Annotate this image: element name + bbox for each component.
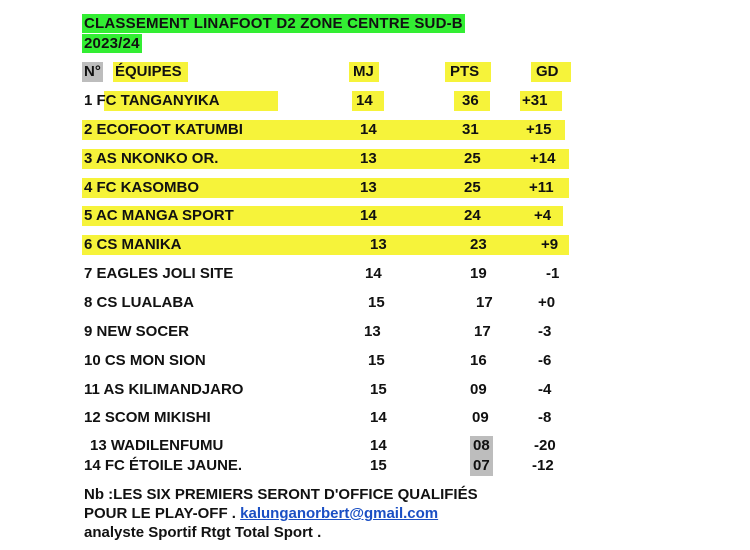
pts-cell: 16 bbox=[470, 352, 487, 369]
mj-cell: 13 bbox=[360, 179, 377, 196]
table-row bbox=[0, 206, 750, 226]
team-cell: 3 AS NKONKO OR. bbox=[84, 150, 219, 167]
header-points: PTS bbox=[445, 62, 491, 82]
mj-cell: 14 bbox=[360, 207, 377, 224]
mj-cell: 15 bbox=[368, 294, 385, 311]
mj-cell: 14 bbox=[365, 265, 382, 282]
mj-cell: 15 bbox=[368, 352, 385, 369]
pts-cell: 31 bbox=[462, 121, 479, 138]
mj-cell: 14 bbox=[370, 437, 387, 454]
table-row bbox=[0, 293, 750, 313]
pts-cell: 36 bbox=[462, 92, 479, 109]
mj-cell: 14 bbox=[370, 409, 387, 426]
gd-cell: -3 bbox=[538, 323, 552, 340]
table-row bbox=[0, 91, 750, 111]
team-cell: 9 NEW SOCER bbox=[84, 323, 190, 340]
gd-cell: -8 bbox=[538, 409, 552, 426]
header-goal-difference: GD bbox=[531, 62, 571, 82]
gd-cell: +11 bbox=[529, 179, 554, 196]
pts-cell: 17 bbox=[474, 323, 491, 340]
mj-cell: 13 bbox=[360, 150, 377, 167]
pts-cell: 25 bbox=[464, 179, 481, 196]
mj-cell: 15 bbox=[370, 381, 387, 398]
note-line-2-text: POUR LE PLAY-OFF . bbox=[84, 505, 241, 522]
team-cell: 1 FC TANGANYIKA bbox=[84, 92, 220, 109]
table-row bbox=[0, 408, 750, 428]
pts-cell: 08 bbox=[470, 436, 493, 456]
mj-cell: 15 bbox=[370, 457, 387, 474]
table-row bbox=[0, 120, 750, 140]
team-cell: 5 AC MANGA SPORT bbox=[84, 207, 234, 224]
header-matches-played: MJ bbox=[349, 62, 379, 82]
note-line-1: Nb :LES SIX PREMIERS SERONT D'OFFICE QUALIFIÉS bbox=[84, 486, 478, 503]
gd-cell: +0 bbox=[538, 294, 556, 311]
team-cell: 2 ECOFOOT KATUMBI bbox=[84, 121, 243, 138]
title-line-1: CLASSEMENT LINAFOOT D2 ZONE CENTRE SUD-B bbox=[84, 15, 463, 32]
mj-cell: 13 bbox=[364, 323, 381, 340]
team-cell: 7 EAGLES JOLI SITE bbox=[84, 265, 234, 282]
table-row bbox=[0, 456, 750, 476]
table-row bbox=[0, 380, 750, 400]
team-cell: 8 CS LUALABA bbox=[84, 294, 195, 311]
table-row bbox=[0, 235, 750, 255]
gd-cell: +31 bbox=[522, 92, 548, 109]
mj-cell: 14 bbox=[360, 121, 377, 138]
team-cell: 4 FC KASOMBO bbox=[84, 179, 200, 196]
pts-cell: 24 bbox=[464, 207, 481, 224]
gd-cell: -6 bbox=[538, 352, 552, 369]
pts-cell: 23 bbox=[470, 236, 487, 253]
table-row bbox=[0, 178, 750, 198]
note-line-2 bbox=[84, 504, 438, 523]
team-cell: 11 AS KILIMANDJARO bbox=[84, 381, 244, 398]
gd-cell: -4 bbox=[538, 381, 552, 398]
pts-cell: 19 bbox=[470, 265, 487, 282]
gd-cell: +4 bbox=[534, 207, 552, 224]
table-row bbox=[0, 351, 750, 371]
gd-cell: -12 bbox=[532, 457, 554, 474]
pts-cell: 25 bbox=[464, 150, 481, 167]
gd-cell: +15 bbox=[526, 121, 552, 138]
table-row bbox=[0, 322, 750, 342]
team-cell: 14 FC ÉTOILE JAUNE. bbox=[84, 457, 243, 474]
gd-cell: -20 bbox=[534, 437, 556, 454]
pts-cell: 07 bbox=[470, 456, 493, 476]
header-number: N° bbox=[84, 63, 101, 80]
header-teams: ÉQUIPES bbox=[113, 62, 188, 82]
table-row bbox=[0, 436, 750, 456]
table-row bbox=[0, 264, 750, 284]
mj-cell: 13 bbox=[370, 236, 387, 253]
team-cell: 13 WADILENFUMU bbox=[90, 437, 224, 454]
mj-cell: 14 bbox=[356, 92, 373, 109]
team-cell: 6 CS MANIKA bbox=[84, 236, 182, 253]
pts-cell: 17 bbox=[476, 294, 493, 311]
note-line-3: analyste Sportif Rtgt Total Sport . bbox=[84, 524, 322, 541]
gd-cell: +9 bbox=[541, 236, 559, 253]
table-row bbox=[0, 149, 750, 169]
gd-cell: -1 bbox=[546, 265, 560, 282]
team-cell: 10 CS MON SION bbox=[84, 352, 206, 369]
title-line-2: 2023/24 bbox=[84, 35, 140, 52]
pts-cell: 09 bbox=[470, 381, 487, 398]
email-link[interactable]: kalunganorbert@gmail.com bbox=[240, 505, 439, 522]
pts-cell: 09 bbox=[472, 409, 489, 426]
gd-cell: +14 bbox=[530, 150, 556, 167]
team-cell: 12 SCOM MIKISHI bbox=[84, 409, 211, 426]
